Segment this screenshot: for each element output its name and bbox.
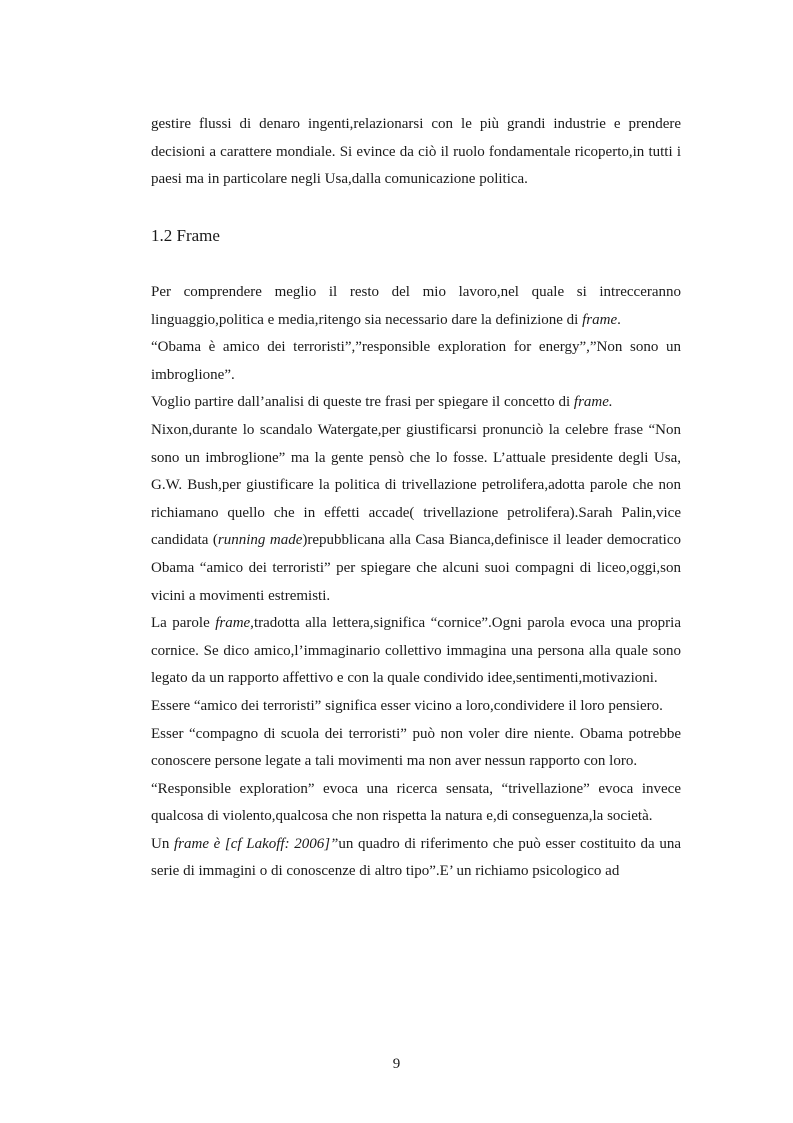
paragraph-6: Essere “amico dei terroristi” significa esser vicino a loro,condividere il loro pensiero.: [151, 697, 663, 714]
paragraph-5-text-b: tradotta alla lettera,significa “cornice”.Ogni parola evoca una propria cornice. Se dico amico,l’immaginario collettivo immagina una persona alla quale sono legato da un rapporto affettivo e con la quale condivido idee,sentimenti,motivazioni.: [151, 615, 681, 687]
paragraph-5: [151, 610, 681, 693]
paragraph-1-emphasis: frame: [582, 311, 618, 328]
paragraph-9-emphasis: frame è [cf Lakoff: 2006]”: [173, 835, 339, 852]
paragraph-4-text-a: Nixon,durante lo scandalo Watergate,per giustificarsi pronunciò la celebre frase “Non sono un imbroglione” ma la gente pensò che lo fosse. L’attuale presidente degli Usa, G.W. Bush,per giustificare la politica di trivellazione petrolifera,adotta parole che non richiamano quello che in effetti accade( trivellazione petrolifera).Sarah Palin,vice candidata (: [151, 421, 681, 549]
paragraph-9: [151, 831, 681, 886]
paragraph-3: [151, 389, 681, 417]
opening-block: [151, 111, 681, 194]
paragraph-1-end: .: [617, 311, 621, 328]
paragraph-7: Esser “compagno di scuola dei terroristi” può non voler dire niente. Obama potrebbe conoscere persone legate a tali movimenti ma non aver nessun rapporto con loro.: [151, 725, 681, 770]
paragraph-4: [151, 417, 681, 610]
paragraph-9-text-a: Un: [151, 835, 174, 852]
paragraph-5-emphasis: frame,: [215, 615, 254, 632]
paragraph-2: “Obama è amico dei terroristi”,”responsible exploration for energy”,”Non sono un imbroglione”.: [151, 339, 681, 383]
paragraph-1-text: Per comprendere meglio il resto del mio lavoro,nel quale si intrecceranno linguaggio,politica e media,ritengo sia necessario dare la definizione di: [151, 284, 681, 328]
section-heading: 1.2 Frame: [151, 226, 220, 245]
paragraph-8: “Responsible exploration” evoca una ricerca sensata, “trivellazione” evoca invece qualcosa di violento,qualcosa che non rispetta la natura e,di conseguenza,la società.: [151, 780, 681, 825]
paragraph-3-emphasis: frame.: [573, 394, 613, 411]
paragraph-9-text-b: un quadro di riferimento che può esser costituito da una serie di immagini o di conoscenze di altro tipo”.E’ un richiamo psicologico ad: [151, 835, 681, 880]
opening-paragraph: gestire flussi di denaro ingenti,relazionarsi con le più grandi industrie e prendere decisioni a carattere mondiale. Si evince da ciò il ruolo fondamentale ricoperto,in tutti i paesi ma in particolare negli Usa,dalla comunicazione politica.: [151, 116, 681, 188]
paragraph-5-text-a: La parole: [151, 615, 216, 632]
paragraph-4-text-b: )repubblicana alla Casa Bianca,definisce il leader democratico Obama “amico dei terroristi” per spiegare che alcuni suoi compagni di liceo,oggi,son vicini a movimenti estremisti.: [151, 532, 681, 604]
paragraph-4-emphasis: running made: [217, 532, 303, 549]
section-body: [151, 279, 681, 886]
paragraph-3-text: Voglio partire dall’analisi di queste tre frasi per spiegare il concetto di: [151, 394, 574, 411]
page-number: 9: [392, 1056, 401, 1072]
paragraph-1: [151, 279, 681, 334]
